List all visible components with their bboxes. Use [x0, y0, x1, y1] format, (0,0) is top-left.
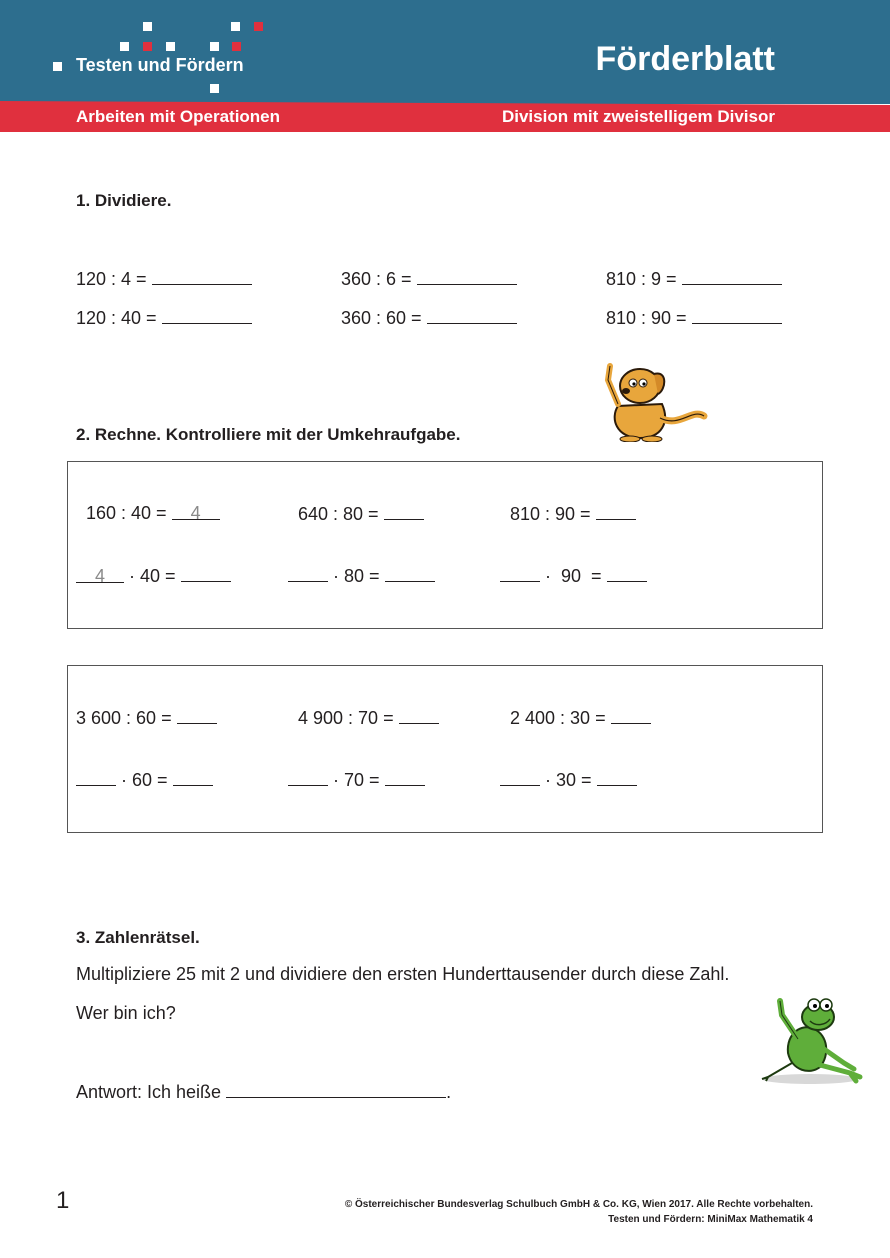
exercise: 360 : 6 =	[341, 268, 517, 290]
exercise: 640 : 80 =	[298, 503, 424, 525]
answer-blank[interactable]	[385, 769, 425, 786]
answer-blank[interactable]	[607, 565, 647, 582]
exercise: 810 : 90 =	[606, 307, 782, 329]
answer-blank[interactable]	[288, 565, 328, 582]
answer-blank[interactable]	[596, 503, 636, 520]
task2-heading: 2. Rechne. Kontrolliere mit der Umkehraufgabe.	[76, 425, 461, 444]
topic-label: Arbeiten mit Operationen	[76, 107, 281, 126]
task3-heading: 3. Zahlenrätsel.	[76, 928, 200, 947]
answer-blank[interactable]: 4	[76, 566, 124, 583]
answer-blank[interactable]	[288, 769, 328, 786]
exercise: 810 : 90 =	[510, 503, 636, 525]
exercise: 3 600 : 60 =	[76, 707, 217, 729]
exercise: · 30 =	[500, 769, 637, 791]
answer-blank[interactable]	[152, 268, 252, 285]
series-label: Testen und Fördern: MiniMax Mathematik 4	[608, 1214, 813, 1225]
exercise: 160 : 40 = 4	[86, 503, 220, 524]
exercise: 810 : 9 =	[606, 268, 782, 290]
exercise-box-1	[67, 461, 823, 629]
answer-blank[interactable]	[417, 268, 517, 285]
exercise-box-2	[67, 665, 823, 833]
answer-blank[interactable]	[611, 707, 651, 724]
answer-blank[interactable]	[692, 307, 782, 324]
exercise: · 90 =	[500, 565, 647, 587]
logo-text: Testen und Fördern	[76, 55, 244, 75]
dog-illustration	[600, 356, 710, 442]
answer-blank[interactable]	[682, 268, 782, 285]
answer-blank[interactable]	[597, 769, 637, 786]
page-number: 1	[56, 1187, 70, 1214]
task1-heading: 1. Dividiere.	[76, 191, 172, 210]
copyright: © Österreichischer Bundesverlag Schulbuch GmbH & Co. KG, Wien 2017. Alle Rechte vorbehalten.	[344, 1199, 813, 1210]
answer-line: Antwort: Ich heiße .	[76, 1082, 452, 1102]
answer-blank[interactable]	[500, 769, 540, 786]
answer-blank[interactable]	[181, 565, 231, 582]
exercise: 360 : 60 =	[341, 307, 517, 329]
task3-text: Multipliziere 25 mit 2 und dividiere den ersten Hunderttausender durch diese Zahl.	[76, 964, 730, 984]
answer-blank[interactable]	[173, 769, 213, 786]
task3-question: Wer bin ich?	[76, 1003, 176, 1023]
answer-blank[interactable]	[399, 707, 439, 724]
subtopic-label: Division mit zweistelligem Divisor	[501, 107, 775, 126]
answer-blank[interactable]	[177, 707, 217, 724]
answer-blank[interactable]	[385, 565, 435, 582]
exercise: · 80 =	[288, 565, 435, 587]
answer-blank[interactable]	[384, 503, 424, 520]
page-title: Förderblatt	[595, 40, 775, 78]
answer-blank[interactable]	[427, 307, 517, 324]
answer-blank[interactable]	[500, 565, 540, 582]
answer-blank[interactable]	[226, 1081, 446, 1098]
exercise: 4 · 40 =	[76, 565, 231, 587]
frog-illustration	[758, 993, 870, 1085]
exercise: 120 : 4 =	[76, 268, 252, 290]
exercise: 4 900 : 70 =	[298, 707, 439, 729]
exercise: 120 : 40 =	[76, 307, 252, 329]
answer-blank[interactable]	[162, 307, 252, 324]
exercise: · 60 =	[76, 769, 213, 791]
answer-blank[interactable]	[76, 769, 116, 786]
exercise: 2 400 : 30 =	[510, 707, 651, 729]
answer-blank[interactable]: 4	[172, 503, 220, 520]
exercise: · 70 =	[288, 769, 425, 791]
